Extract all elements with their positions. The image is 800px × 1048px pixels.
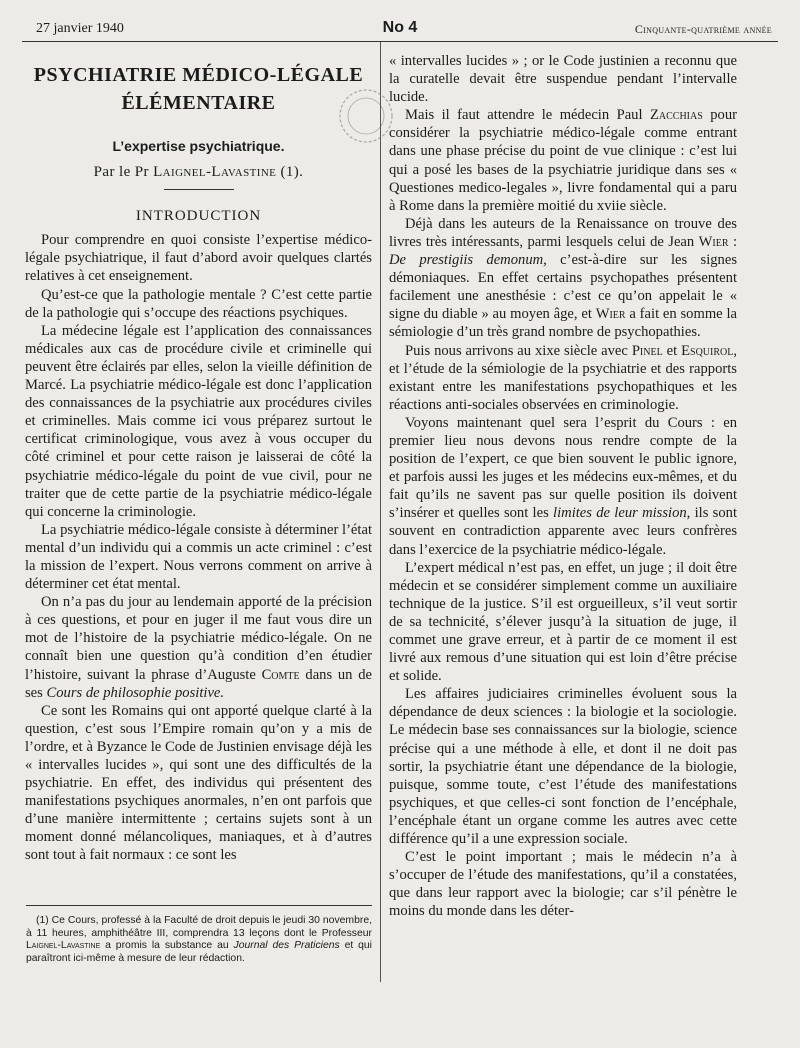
paragraph: Déjà dans les auteurs de la Renaissance on trouve des livres très intéressants, parmi lesquels celui de Jean Wier : De prestigiis demonum, c’est-à-dire sur les signes démoniaques. En effet certains psychopathes présentent facilement une anesthésie : c’est ce qu’on appelait le « signe du diable » au moyen âge, et Wier a fait en somme la sémiologie d’un très grand nombre de psychopathies. <box>389 215 737 341</box>
paragraph: On n’a pas du jour au lendemain apporté de la précision à ces questions, et pour en juger il me faut vous dire un mot de l’histoire de la psychiatrie médico-légale. On ne connaît bien une question qu’à condition d’en étudier l’histoire, suivant la phrase d’Auguste Comte dans un de ses Cours de philosophie positive. <box>25 594 372 701</box>
title-rule <box>164 189 234 190</box>
page-header <box>22 18 778 42</box>
article-title <box>25 61 372 117</box>
author-name: Laignel-Lavastine <box>153 164 277 181</box>
person-name: Esquirol <box>681 342 734 359</box>
paragraph: C’est le point important ; mais le médecin n’a à s’occuper de l’étude des manifestations, qu’il a constatées, que dans leur rapport avec la biologie; car s’il pénètre le moins du monde dans les déter- <box>389 849 737 920</box>
article-author <box>25 163 372 181</box>
header-rule <box>22 41 778 42</box>
paragraph: Puis nous arrivons au xixe siècle avec Pinel et Esquirol, et l’étude de la sémiologie de la psychiatrie et des rapports existant entre les manifestations psychopathiques et les réactions anti-sociales observées en criminologie. <box>389 342 737 413</box>
person-name: Pinel <box>631 342 663 359</box>
footnote: (1) Ce Cours, professé à la Faculté de droit depuis le jeudi 30 novembre, à 11 heures, amphithéâtre III, comprendra 13 leçons dont le Professeur Laignel-Lavastine a promis la substance au Journal des Praticiens et qui paraîtront ici-même à mesure de leur rédaction. <box>26 915 372 964</box>
title-line-2: ÉLÉMENTAIRE <box>121 92 276 114</box>
issue-date: 27 janvier 1940 <box>36 21 124 36</box>
article-subtitle: L’expertise psychiatrique. <box>112 138 285 154</box>
person-name: Laignel-Lavastine <box>26 940 101 952</box>
paragraph: La psychiatrie médico-légale consiste à déterminer l’état mental d’un individu qui a commis un acte criminel : c’est la mission de l’expert. Nous verrons comment on arrive à déterminer cet état mental. <box>25 521 372 593</box>
column-divider <box>380 42 381 982</box>
right-column <box>389 52 737 921</box>
issue-number: No 4 <box>382 19 418 36</box>
paragraph: « intervalles lucides » ; or le Code justinien a reconnu que la curatelle devait être suspendue pendant l’intervalle lucide. <box>389 53 737 106</box>
paragraph: Les affaires judiciaires criminelles évoluent sous la dépendance de deux sciences : la biologie et la sociologie. Le médecin base ses connaissances sur la biologie, science précise qui a une méthode à elle, et dont il ne doit pas sortir, la psychiatrie étant une dépendance de la biologie, puisque, somme toute, c’est l’étude des manifestations psychiques, et que celles-ci sont fonction de l’encéphale, l’encéphale étant un organe comme les autres avec cette différence qu’il a une expression sociale. <box>389 686 737 848</box>
emphasis: limites de leur mission, <box>553 505 691 522</box>
issue-year: Cinquante-quatrième année <box>634 22 772 36</box>
title-line-1: PSYCHIATRIE MÉDICO-LÉGALE <box>33 64 364 86</box>
section-heading: INTRODUCTION <box>135 208 262 225</box>
paragraph: Ce sont les Romains qui ont apporté quelque clarté à la question, c’est sous l’Empire romain qu’on y a mis de l’ordre, et à Byzance le Code de Justinien envisage déjà les « intervalles lucides », qui sont une des difficultés de la psychiatrie. En effet, des individus qui présentent des manifestations psychiques anormales, n’en ont parfois que d’une manière intermittente ; certains sujets sont à un moment donné mélancoliques, maniaques, et à d’autres sont tout à fait normaux : ce sont les <box>25 702 372 864</box>
person-name: Wier <box>698 233 729 250</box>
left-column <box>25 52 372 865</box>
journal-title: Journal des Praticiens <box>233 940 340 952</box>
paragraph: Pour comprendre en quoi consiste l’expertise médico-légale psychiatrique, il faut d’abord avoir quelques clartés relatives à cet enseignement. <box>25 232 372 285</box>
paragraph: Qu’est-ce que la pathologie mentale ? C’est cette partie de la pathologie qui s’occupe des réactions psychiques. <box>25 286 372 321</box>
work-title: Cours de philosophie positive. <box>46 684 225 701</box>
person-name: Comte <box>261 666 300 683</box>
work-title: De prestigiis demonum, <box>389 252 547 269</box>
paragraph: Voyons maintenant quel sera l’esprit du Cours : en premier lieu nous devons nous rendre compte de la position de l’expert, ce que bien souvent le public ignore, et parfois aussi les juges et les médecins eux-mêmes, et du fait qu’ils ne savent pas sur quelle position ils doivent s’insérer et quelles sont les limites de leur mission, ils sont souvent en contradiction apparente avec leurs confrères dans l’exercice de la psychiatrie médico-légale. <box>389 414 738 558</box>
paragraph: L’expert médical n’est pas, en effet, un juge ; il doit être médecin et se considérer simplement comme un auxiliaire technique de la justice. S’il est orgueilleux, s’il veut sortir de sa technicité, s’élever jusqu’à la situation de juge, il commet une grave erreur, et à partir de ce moment il est livré aux remous d’une situation qui est loin d’être précise et solide. <box>389 559 737 685</box>
footnote-rule <box>26 905 372 906</box>
paragraph: Mais il faut attendre le médecin Paul Zacchias pour considérer la psychiatrie médico-légale comme entrant dans une phase précise du point de vue clinique : c’est lui qui a posé les bases de la psychiatrie juridique dans ses « Questiones medico-legales », livre fondamental qui a paru à Rome dans la première moitié du xviie siècle. <box>389 107 738 214</box>
author-prefix: Par le Pr <box>93 164 149 181</box>
person-name: Wier <box>595 306 626 323</box>
footnote-ref: (1). <box>280 164 304 181</box>
person-name: Zacchias <box>649 107 703 124</box>
paragraph: La médecine légale est l’application des connaissances médicales aux cas de procédure civile et criminelle qui peuvent être éclairés par elles, selon la vieille définition de Marcé. La psychiatrie médico-légale est donc l’application des connaissances de la psychiatrie aux procédures civiles et criminelles. Mais comme ici vous préparez surtout le certificat criminologique, vous avez à vous occuper du côté criminel et pour cette raison je laisserai de côté la psychiatrie médico-légale du point de vue civil, pour ne traiter que de cette partie de la psychiatrie médico-légale qui concerne la criminologie. <box>25 322 372 520</box>
